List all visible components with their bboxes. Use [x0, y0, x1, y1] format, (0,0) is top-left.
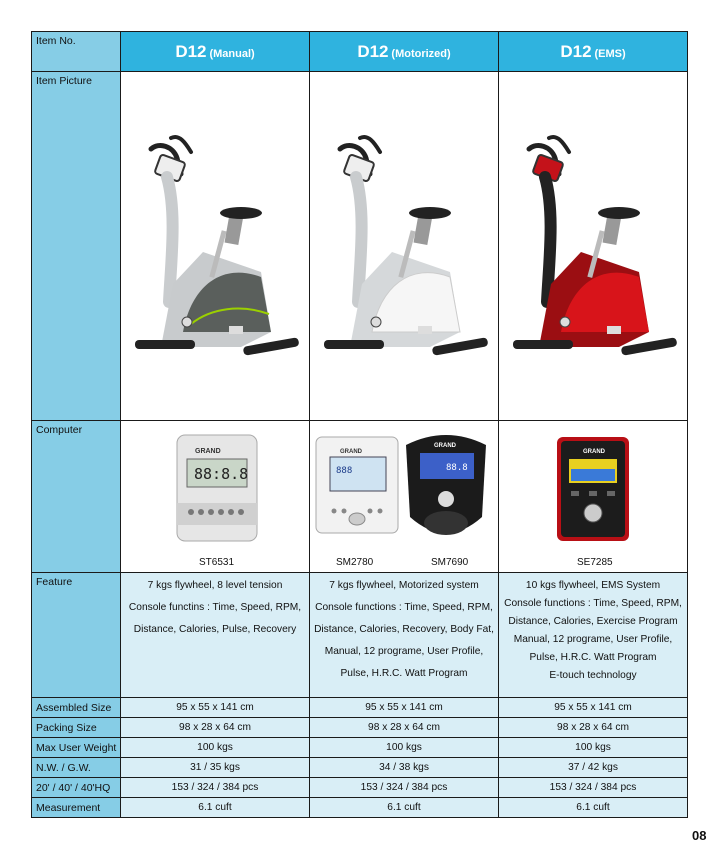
spec-value: 98 x 28 x 64 cm	[499, 718, 688, 738]
spec-value: 95 x 55 x 141 cm	[310, 698, 499, 718]
brand-logo: GRAND	[583, 449, 605, 455]
row-label-feature: Feature	[32, 573, 121, 698]
console-code: ST6531	[199, 557, 235, 568]
spec-row-packing-size	[32, 718, 688, 738]
spec-row-weight	[32, 758, 688, 778]
brand-logo: GRAND	[195, 448, 221, 455]
model-header-ems	[499, 32, 688, 72]
spec-label: Max User Weight	[32, 738, 121, 758]
row-label-computer: Computer	[32, 421, 121, 573]
console-code: SM7690	[431, 557, 469, 568]
spec-label: Measurement	[32, 798, 121, 818]
feature-line: Distance, Calories, Exercise Program	[508, 616, 678, 627]
bike-picture-motorized	[310, 72, 499, 421]
spec-value: 37 / 42 kgs	[499, 758, 688, 778]
header-row	[32, 32, 688, 72]
brand-logo: GRAND	[434, 443, 456, 449]
spec-label: 20' / 40' / 40'HQ	[32, 778, 121, 798]
feature-line: 7 kgs flywheel, 8 level tension	[147, 580, 283, 591]
features-manual	[121, 573, 310, 698]
spec-row-container-load	[32, 778, 688, 798]
console-display-value: 888	[336, 466, 353, 476]
model-variant: (EMS)	[594, 47, 626, 60]
model-name: D12	[175, 41, 207, 61]
feature-line: Distance, Calories, Pulse, Recovery	[133, 624, 297, 635]
spec-value: 100 kgs	[310, 738, 499, 758]
model-name: D12	[560, 41, 592, 61]
feature-row	[32, 573, 688, 698]
feature-line: E-touch technology	[549, 670, 637, 681]
exercise-bike-icon	[499, 72, 688, 420]
spec-table	[31, 31, 688, 818]
feature-line: 10 kgs flywheel, EMS System	[525, 580, 661, 591]
console-display-icon	[121, 421, 310, 572]
model-header-manual	[121, 32, 310, 72]
console-ems	[499, 421, 688, 573]
row-label-item-picture: Item Picture	[32, 72, 121, 421]
console-display-icon	[499, 421, 688, 572]
spec-value: 98 x 28 x 64 cm	[310, 718, 499, 738]
feature-line: Console functins : Time, Speed, RPM,	[128, 602, 302, 613]
spec-value: 6.1 cuft	[499, 798, 688, 818]
picture-row	[32, 72, 688, 421]
feature-line: Manual, 12 programe, User Profile,	[324, 646, 484, 657]
features-motorized	[310, 573, 499, 698]
exercise-bike-icon	[310, 72, 499, 420]
spec-row-measurement	[32, 798, 688, 818]
computer-row	[32, 421, 688, 573]
console-display-value: 88.8	[446, 463, 468, 473]
console-manual	[121, 421, 310, 573]
spec-value: 95 x 55 x 141 cm	[499, 698, 688, 718]
spec-value: 98 x 28 x 64 cm	[121, 718, 310, 738]
model-variant: (Motorized)	[391, 47, 451, 60]
spec-value: 153 / 324 / 384 pcs	[121, 778, 310, 798]
model-header-motorized	[310, 32, 499, 72]
spec-row-max-user-weight	[32, 738, 688, 758]
feature-line: Console functions : Time, Speed, RPM,	[504, 598, 682, 609]
spec-value: 100 kgs	[499, 738, 688, 758]
spec-value: 95 x 55 x 141 cm	[121, 698, 310, 718]
spec-value: 100 kgs	[121, 738, 310, 758]
model-name: D12	[357, 41, 389, 61]
spec-row-assembled-size	[32, 698, 688, 718]
bike-picture-manual	[121, 72, 310, 421]
row-label-item-no: Item No.	[32, 32, 121, 72]
feature-line: Manual, 12 programe, User Profile,	[513, 634, 673, 645]
feature-line: Pulse, H.R.C. Watt Program	[340, 668, 468, 679]
spec-label: Assembled Size	[32, 698, 121, 718]
console-code: SM2780	[336, 557, 374, 568]
spec-value: 6.1 cuft	[310, 798, 499, 818]
console-motorized	[310, 421, 499, 573]
feature-line: 7 kgs flywheel, Motorized system	[329, 580, 479, 591]
feature-line: Pulse, H.R.C. Watt Program	[529, 652, 657, 663]
exercise-bike-icon	[121, 72, 310, 420]
feature-line: Console functions : Time, Speed, RPM,	[315, 602, 493, 613]
brand-logo: GRAND	[340, 449, 362, 455]
spec-value: 34 / 38 kgs	[310, 758, 499, 778]
model-variant: (Manual)	[209, 47, 255, 60]
spec-value: 31 / 35 kgs	[121, 758, 310, 778]
spec-value: 153 / 324 / 384 pcs	[499, 778, 688, 798]
console-display-value: 88:8.8	[194, 465, 249, 483]
feature-line: Distance, Calories, Recovery, Body Fat,	[314, 624, 494, 635]
console-code: SE7285	[577, 557, 613, 568]
spec-label: Packing Size	[32, 718, 121, 738]
features-ems	[499, 573, 688, 698]
bike-picture-ems	[499, 72, 688, 421]
spec-label: N.W. / G.W.	[32, 758, 121, 778]
spec-value: 153 / 324 / 384 pcs	[310, 778, 499, 798]
page-number: 08	[692, 828, 707, 843]
spec-value: 6.1 cuft	[121, 798, 310, 818]
console-display-icon	[310, 421, 499, 572]
